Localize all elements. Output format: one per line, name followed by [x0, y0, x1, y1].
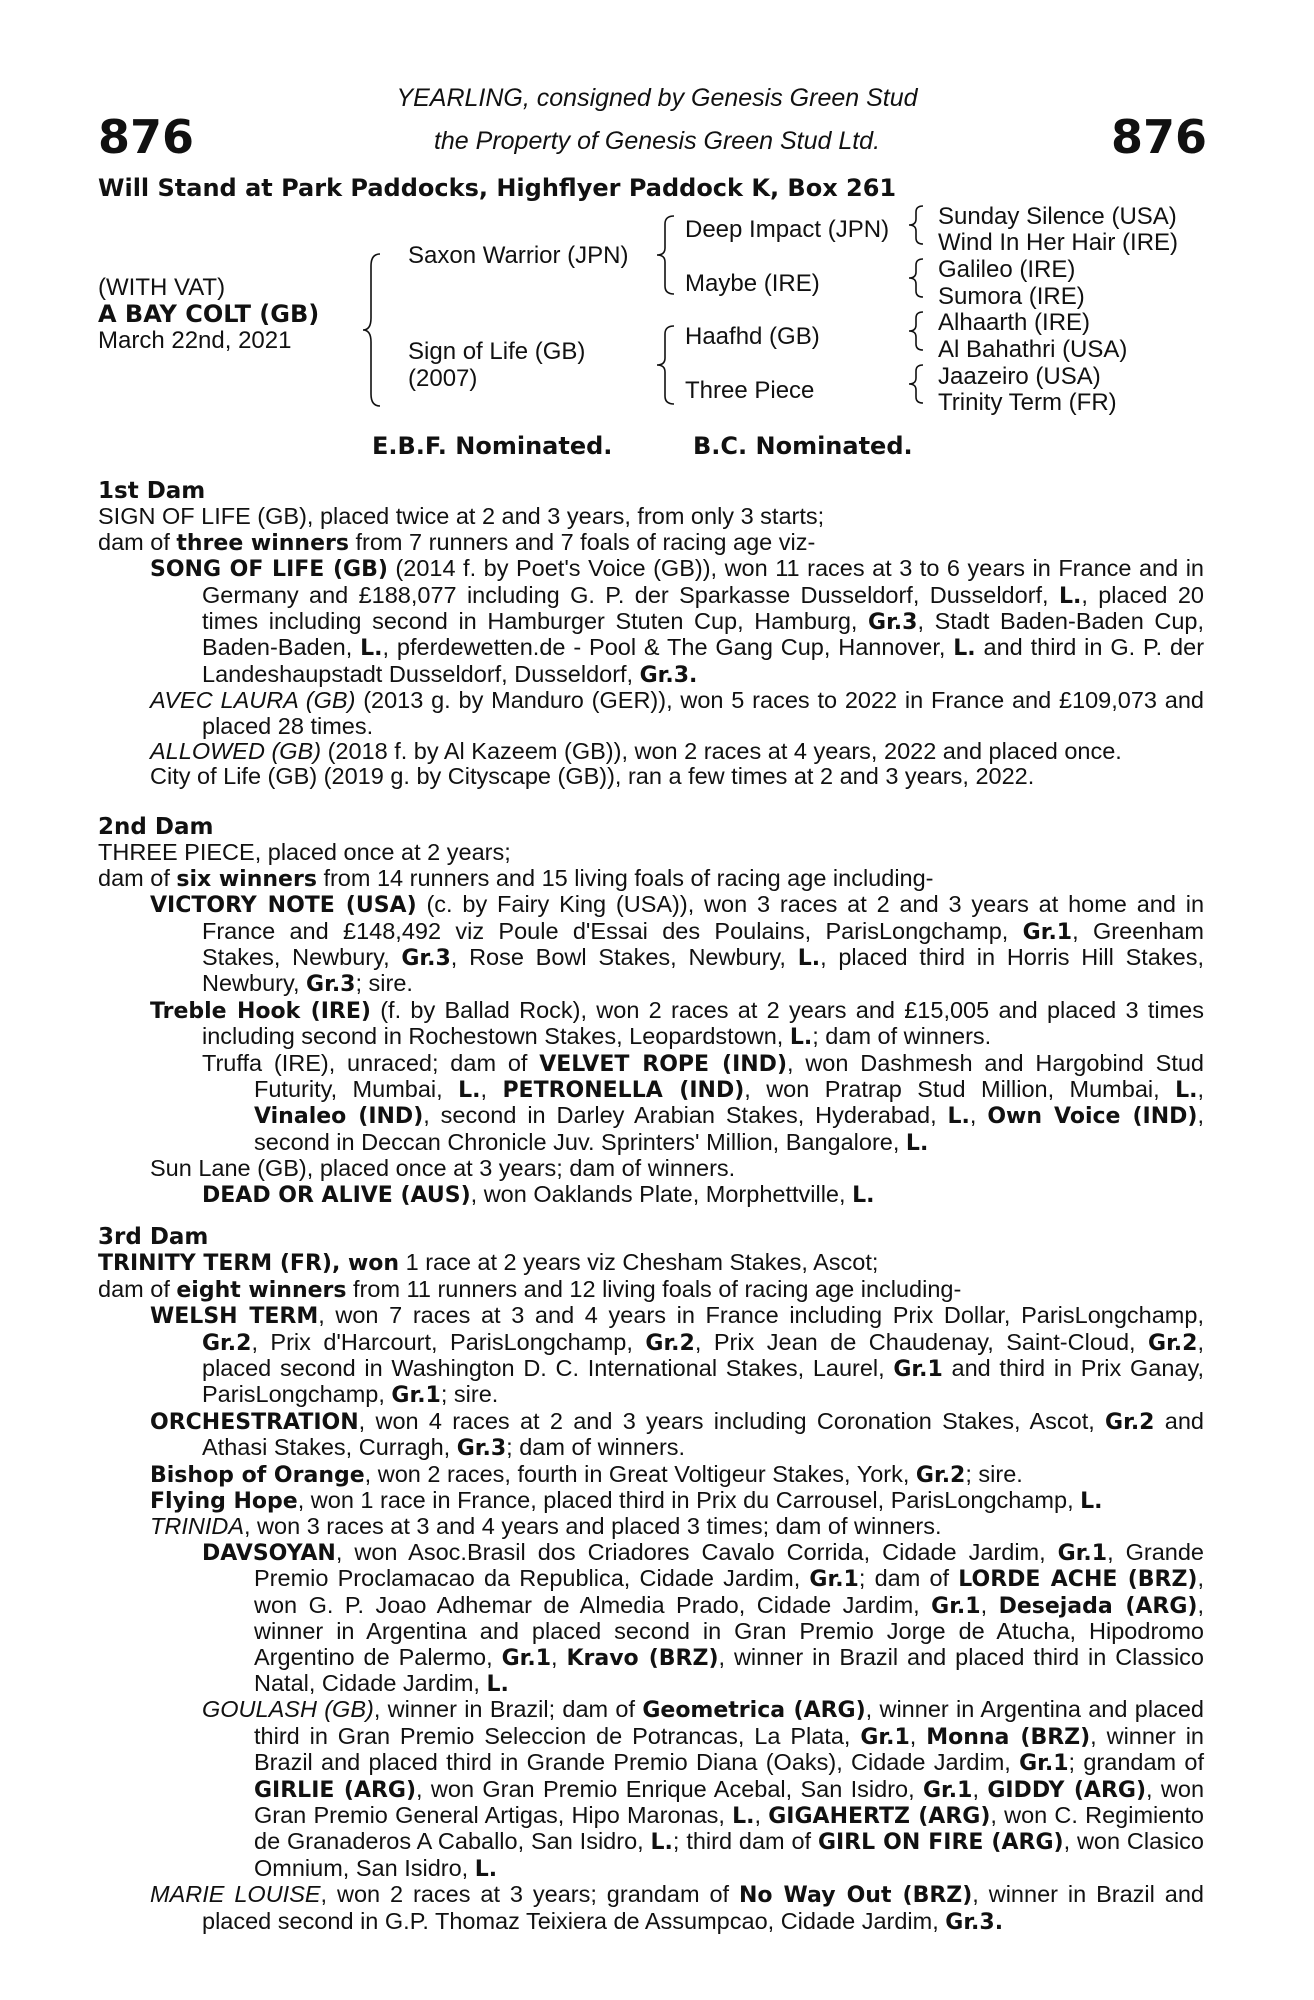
great-grandsire-1: Sunday Silence (USA) [938, 203, 1177, 230]
pedigree-bracket-3c [908, 310, 928, 352]
pedigree-bracket-3b [908, 257, 928, 299]
sire-sire: Deep Impact (JPN) [685, 216, 890, 243]
sire: Saxon Warrior (JPN) [408, 242, 629, 269]
produce-entry-sun-lane: Sun Lane (GB), placed once at 3 years; dam of winners. [150, 1155, 736, 1182]
produce-entry-avec-laura: AVEC LAURA (GB) (2013 g. by Manduro (GER)), won 5 races to 2022 in France and £109,073 and placed 28 times. [150, 687, 1204, 739]
produce-entry-allowed: ALLOWED (GB) (2018 f. by Al Kazeem (GB)), won 2 races at 4 years, 2022 and placed once. [150, 738, 1122, 765]
consignment-line: YEARLING, consigned by Genesis Green Stud [396, 84, 918, 112]
bc-nomination: B.C. Nominated. [693, 432, 913, 460]
second-dam-heading: 2nd Dam [98, 814, 214, 840]
pedigree-bracket-2b [656, 324, 680, 406]
pedigree-bracket-1 [362, 252, 386, 408]
great-granddam-6: Al Bahathri (USA) [938, 336, 1128, 363]
great-grandsire-7: Jaazeiro (USA) [938, 363, 1101, 390]
first-dam-heading: 1st Dam [98, 478, 206, 504]
first-dam-produce-summary: dam of three winners from 7 runners and 7 foals of racing age viz- [98, 528, 816, 556]
first-dam-section [98, 479, 1204, 790]
second-dam-produce-summary: dam of six winners from 14 runners and 15 living foals of racing age including- [98, 864, 934, 892]
foaling-date: March 22nd, 2021 [98, 327, 292, 354]
produce-entry-orchestration: ORCHESTRATION, won 4 races at 2 and 3 years including Coronation Stakes, Ascot, Gr.2 and Athasi Stakes, Curragh, Gr.3; dam of winners. [150, 1407, 1204, 1462]
produce-entry-truffa: Truffa (IRE), unraced; dam of VELVET ROPE (IND), won Dashmesh and Hargobind Stud Futurity, Mumbai, L., PETRONELLA (IND), won Pratrap Stud Million, Mumbai, L., Vinaleo (IND), second in Darley Arabian Stakes, Hyderabad, L., Own Voice (IND), second in Deccan Chronicle Juv. Sprinters' Million, Bangalore, L. [202, 1049, 1204, 1156]
stabling-line: Will Stand at Park Paddocks, Highflyer Paddock K, Box 261 [98, 174, 897, 202]
great-granddam-8: Trinity Term (FR) [938, 389, 1117, 416]
produce-entry-city-of-life: City of Life (GB) (2019 g. by Cityscape (GB)), ran a few times at 2 and 3 years, 2022. [150, 763, 1035, 790]
third-dam-produce-summary: dam of eight winners from 11 runners and 12 living foals of racing age including- [98, 1275, 962, 1303]
produce-entry-goulash: GOULASH (GB), winner in Brazil; dam of Geometrica (ARG), winner in Argentina and placed third in Gran Premio Seleccion de Potrancas, La Plata, Gr.1, Monna (BRZ), winner in Brazil and placed third in Grande Premio Diana (Oaks), Cidade Jardim, Gr.1; grandam of GIRLIE (ARG), won Gran Premio Enrique Acebal, San Isidro, Gr.1, GIDDY (ARG), won Gran Premio General Artigas, Hipo Maronas, L., GIGAHERTZ (ARG), won C. Regimiento de Granaderos A Caballo, San Isidro, L.; third dam of GIRL ON FIRE (ARG), won Clasico Omnium, San Isidro, L. [202, 1696, 1205, 1882]
produce-entry-flying-hope: Flying Hope, won 1 race in France, placed third in Prix du Carrousel, ParisLongchamp, L. [150, 1487, 1103, 1515]
produce-entry-bishop-of-orange: Bishop of Orange, won 2 races, fourth in Great Voltigeur Stakes, York, Gr.2; sire. [150, 1460, 1023, 1488]
third-dam-section [98, 1225, 1204, 1935]
pedigree-bracket-3d [908, 363, 928, 405]
lot-number-right: 876 [1110, 110, 1207, 164]
produce-entry-marie-louise: MARIE LOUISE, won 2 races at 3 years; grandam of No Way Out (BRZ), winner in Brazil and placed second in G.P. Thomaz Teixiera de Assumpcao, Cidade Jardim, Gr.3. [150, 1881, 1204, 1935]
produce-entry-davsoyan: DAVSOYAN, won Asoc.Brasil dos Criadores Cavalo Corrida, Cidade Jardim, Gr.1, Grande Premio Proclamacao da Republica, Cidade Jardim, Gr.1; dam of LORDE ACHE (BRZ), won G. P. Joao Adhemar de Almedia Prado, Cidade Jardim, Gr.1, Desejada (ARG), winner in Argentina and placed second in Gran Premio Jorge de Atucha, Hipodromo Argentino de Palermo, Gr.1, Kravo (BRZ), winner in Brazil and placed third in Classico Natal, Cidade Jardim, L. [202, 1538, 1205, 1697]
dam-year: (2007) [408, 365, 478, 392]
vat-note: (WITH VAT) [98, 274, 226, 301]
dam: Sign of Life (GB) [408, 338, 586, 365]
produce-entry-song-of-life: SONG OF LIFE (GB) (2014 f. by Poet's Voice (GB)), won 11 races at 3 to 6 years in France and in Germany and £188,077 including G. P. der Sparkasse Dusseldorf, Dusseldorf, L., placed 20 times including second in Hamburger Stuten Cup, Hamburg, Gr.3, Stadt Baden-Baden Cup, Baden-Baden, L., pferdewetten.de - Pool & The Gang Cup, Hannover, L. and third in G. P. der Landeshaupstadt Dusseldorf, Dusseldorf, Gr.3. [150, 555, 1205, 688]
sire-dam: Maybe (IRE) [685, 270, 820, 297]
great-grandsire-5: Alhaarth (IRE) [938, 309, 1091, 336]
produce-entry-dead-or-alive: DEAD OR ALIVE (AUS), won Oaklands Plate, Morphettville, L. [202, 1180, 875, 1208]
dam-dam: Three Piece [685, 377, 815, 404]
great-granddam-4: Sumora (IRE) [938, 283, 1085, 310]
second-dam-section [98, 815, 1204, 1208]
great-grandsire-3: Galileo (IRE) [938, 256, 1076, 283]
horse-name: A BAY COLT (GB) [98, 300, 320, 328]
produce-entry-trinida: TRINIDA, won 3 races at 3 and 4 years and placed 3 times; dam of winners. [150, 1513, 942, 1540]
produce-entry-victory-note: VICTORY NOTE (USA) (c. by Fairy King (USA)), won 3 races at 2 and 3 years at home and in France and £148,492 viz Poule d'Essai des Poulains, ParisLongchamp, Gr.1, Greenham Stakes, Newbury, Gr.3, Rose Bowl Stakes, Newbury, L., placed third in Horris Hill Stakes, Newbury, Gr.3; sire. [150, 891, 1205, 998]
produce-entry-treble-hook: Treble Hook (IRE) (f. by Ballad Rock), won 2 races at 2 years and £15,005 and placed 3 times including second in Rochestown Stakes, Leopardstown, L.; dam of winners. [150, 996, 1204, 1051]
lot-number-left: 876 [98, 110, 195, 164]
second-dam-summary: THREE PIECE, placed once at 2 years; [98, 839, 511, 866]
ebf-nomination: E.B.F. Nominated. [372, 432, 613, 460]
third-dam-summary: TRINITY TERM (FR), won 1 race at 2 years viz Chesham Stakes, Ascot; [98, 1249, 879, 1277]
first-dam-summary: SIGN OF LIFE (GB), placed twice at 2 and 3 years, from only 3 starts; [98, 503, 825, 530]
pedigree-bracket-3a [908, 204, 928, 246]
great-granddam-2: Wind In Her Hair (IRE) [938, 229, 1179, 256]
dam-sire: Haafhd (GB) [685, 323, 820, 350]
pedigree-bracket-2a [656, 214, 680, 296]
third-dam-heading: 3rd Dam [98, 1224, 209, 1250]
produce-entry-welsh-term: WELSH TERM, won 7 races at 3 and 4 years in France including Prix Dollar, ParisLongchamp, Gr.2, Prix d'Harcourt, ParisLongchamp, Gr.2, Prix Jean de Chaudenay, Saint-Cloud, Gr.2, placed second in Washington D. C. International Stakes, Laurel, Gr.1 and third in Prix Ganay, ParisLongchamp, Gr.1; sire. [150, 1302, 1204, 1409]
property-line: the Property of Genesis Green Stud Ltd. [433, 127, 881, 155]
